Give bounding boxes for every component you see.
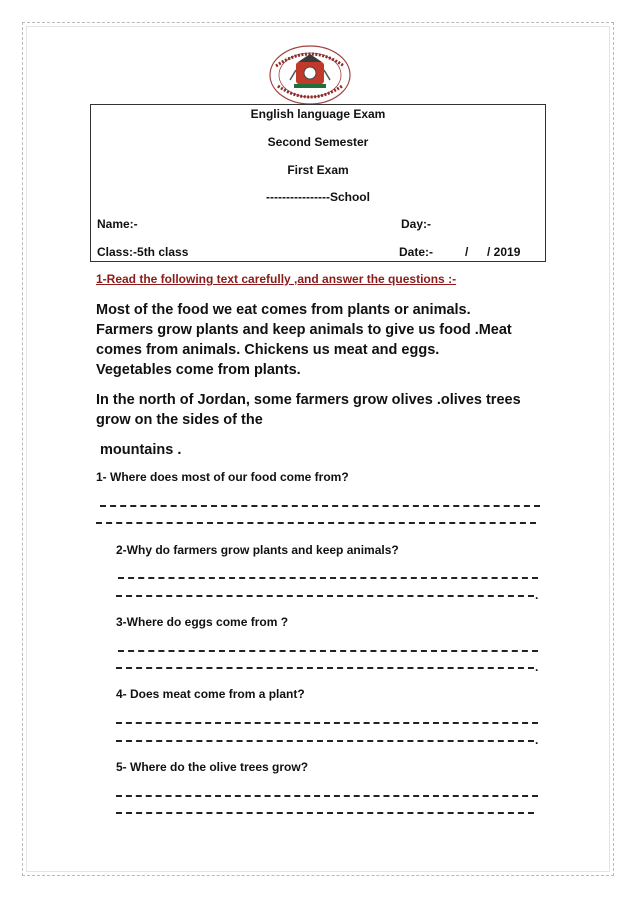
answer-line (100, 505, 540, 507)
passage-line: comes from animals. Chickens us meat and eggs. (96, 342, 440, 358)
answer-line (116, 667, 534, 669)
date-field: Date:- (399, 245, 434, 259)
answer-line (116, 795, 538, 797)
passage-line: In the north of Jordan, some farmers grow olives .olives trees (96, 392, 521, 408)
line-end-mark: . (535, 660, 539, 674)
passage-line: mountains . (100, 442, 182, 458)
line-end-mark: . (535, 733, 539, 747)
day-field: Day:- (401, 217, 432, 231)
answer-line (118, 650, 538, 652)
class-field: Class:-5th class (97, 245, 189, 259)
question-4: 4- Does meat come from a plant? (116, 687, 305, 701)
passage-line: Vegetables come from plants. (96, 362, 301, 378)
answer-line (116, 595, 534, 597)
answer-line (118, 577, 538, 579)
date-year: / 2019 (487, 245, 521, 259)
passage-line: grow on the sides of the (96, 412, 263, 428)
date-separator: / (465, 245, 469, 259)
passage-line: Most of the food we eat comes from plants or animals. (96, 302, 471, 318)
question-3: 3-Where do eggs come from ? (116, 615, 289, 629)
ministry-seal-logo (266, 44, 354, 106)
line-end-mark: . (535, 588, 539, 602)
answer-line (116, 740, 534, 742)
question-2: 2-Why do farmers grow plants and keep animals? (116, 543, 399, 557)
question-5: 5- Where do the olive trees grow? (116, 760, 309, 774)
exam-header-box (90, 104, 546, 262)
answer-line (116, 812, 534, 814)
reading-instruction: 1-Read the following text carefully ,and answer the questions :- (96, 272, 457, 286)
name-field: Name:- (97, 217, 138, 231)
question-1: 1- Where does most of our food come from? (96, 470, 349, 484)
school-field: ----------------School (266, 190, 370, 204)
answer-line (116, 722, 538, 724)
exam-title: English language Exam (250, 107, 386, 121)
exam-label: First Exam (287, 163, 349, 177)
semester-label: Second Semester (267, 135, 369, 149)
passage-line: Farmers grow plants and keep animals to give us food .Meat (96, 322, 512, 338)
answer-line (96, 522, 536, 524)
